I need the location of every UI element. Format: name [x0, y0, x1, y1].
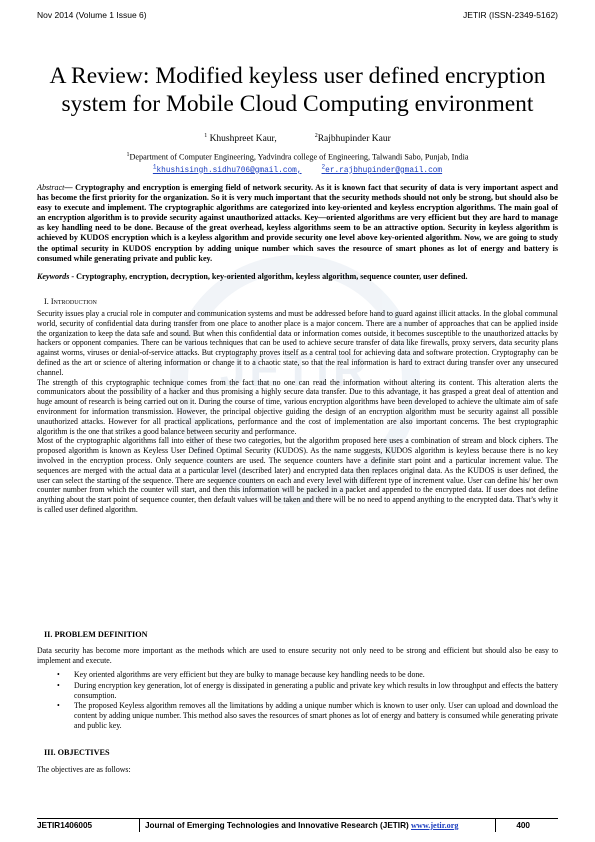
- paper-title: A Review: Modified keyless user defined encryption system for Mobile Cloud Computing environment: [49, 63, 546, 117]
- abstract: [37, 183, 558, 264]
- footer-paper-code: JETIR1406005: [37, 821, 93, 830]
- footer-divider: [495, 819, 496, 832]
- journal-website-link[interactable]: www.jetir.org: [411, 821, 459, 830]
- author-emails: [0, 163, 595, 175]
- abstract-text: — Cryptography and encryption is emerging field of network security. As it is known fact that security of data is very important aspect and has become the first priority for the organization. So it is very much important that the security methods should not only be strong, but should also be easy to execute and implement. The cryptographic algorithms are categorized into key-oriented and keyless encryption algorithms. The main goal of an encryption algorithm is to provide security against unauthorized attacks. Key—oriented algorithms are very efficient but they are hard to manage as key handling need to be done. Because of the great overhead, keyless algorithms seem to be an attractive option. Security in keyless algorithm is achieved by KUDOS encryption which is a keyless algorithm and provide security one level above key-oriented algorithm. Now, we are going to study the optimal security in KUDOS encryption by adding unique number which saves the resource of smart phones as lot of energy and battery is consumed while generating private and public key.: [37, 183, 558, 263]
- jetir-watermark-logo: JETIR: [170, 255, 420, 505]
- author-list: [0, 133, 595, 144]
- running-header: [37, 10, 558, 24]
- author-1: $^1$ Khushpreet Kaur,: [204, 133, 277, 145]
- section-heading-introduction: I. Introduction: [44, 297, 97, 306]
- email-link-2[interactable]: $^2$er.rajbhupinder@gmail.com: [321, 163, 443, 175]
- list-item: • The proposed Keyless algorithm removes all the limitations by adding a unique number which is known to user only. User can upload and download the content by adding unique number. This method also saves the resources of smart phones as lot of energy and battery is consumed while generating private and public key.: [37, 701, 558, 730]
- paragraph: Most of the cryptographic algorithms fall into either of these two categories, but the algorithm proposed here uses a combination of stream and block ciphers. The proposed algorithm is known as Keyless User Defined Optimal Security (KUDOS). As the name suggests, KUDOS algorithm is keyless because there is no key involved in the encryption process. Only sequence counters are used. The sequence counters have a definite start point and a particular increment value. The sequences are merged with the actual data at a particular level (described later) and encrypted data then replaces original data. As the KUDOS is user defined, the user can select the starting of the sequence. There are sequence counters on each and every level with different type of increment value. User can define his/ her own counter number from which the counter will start, and then this information will be packed in a packet and appended to the encrypted data. If user does not define anything about the start point of sequence counter, then default values will be taken and there will be no need to append anything to the encrypted data. That’s why it is called user defined algorithm.: [37, 436, 558, 514]
- objectives-body: The objectives are as follows:: [37, 765, 131, 774]
- problem-body: Data security has become more important as the methods which are used to ensure security not only need to be strong and efficient but should also be easy to implement and execute.: [37, 646, 558, 665]
- page-footer: [37, 818, 558, 832]
- section-heading-problem: II. PROBLEM DEFINITION: [44, 630, 148, 639]
- email-link-1[interactable]: $^1$khushisingh.sidhu706@gmail.com,: [152, 163, 302, 175]
- keywords-text: - Cryptography, encryption, decryption, key-oriented algorithm, keyless algorithm, sequence counter, user defined.: [69, 272, 468, 281]
- footer-divider: [139, 819, 140, 832]
- paragraph: Security issues play a crucial role in computer and communication systems and must be addressed before hand to guard against illicit attacks. In the global communal world, security of confidential data during transfer from one place to another place is a major concern. There are a number of approaches that can be applied inside the organization to keep the data safe and sound. But when this confidential data or information comes outside, it becomes susceptible to the unauthorized attacks by hackers or opponent companies. There can be various techniques that can be used to achieve secure transfer of data like firewalls, proxy servers, data security plans against worms, viruses or denial-of-service attacks. But cryptography proves itself as a central tool for achieving data and software protection. Cryptography can be defined as the art or science of altering information or change it to a chaotic state, so that the real information is hard to extract during transfer over any unsecured channel.: [37, 309, 558, 377]
- introduction-body: [37, 309, 558, 515]
- problem-bullet-list: [37, 670, 558, 732]
- affiliation: $^1$Department of Computer Engineering, Yadvindra college of Engineering, Talwandi Sabo, Punjab, India: [126, 152, 469, 162]
- header-issue: Nov 2014 (Volume 1 Issue 6): [37, 10, 147, 20]
- keywords: [37, 272, 558, 282]
- abstract-label: Abstract: [37, 183, 65, 192]
- header-issn: JETIR (ISSN-2349-5162): [463, 10, 558, 20]
- footer-journal: Journal of Emerging Technologies and Innovative Research (JETIR) www.jetir.org: [145, 821, 459, 830]
- list-item: • Key oriented algorithms are very efficient but they are bulky to manage because key handling needs to be done.: [37, 670, 558, 680]
- section-heading-objectives: III. OBJECTIVES: [44, 748, 110, 757]
- keywords-label: Keywords: [37, 272, 70, 281]
- page-number: 400: [516, 821, 530, 830]
- list-item: • During encryption key generation, lot of energy is dissipated in generating a public and private key which results in low throughput and effects the battery consumption.: [37, 681, 558, 701]
- paragraph: The strength of this cryptographic technique comes from the fact that no one can read the information without altering its content. This alteration alerts the communicators about the possibility of a hacker and thus promising a highly secure data transfer. Due to this advantage, it has grasped a great deal of attention and huge amount of research is being carried out on it. During the course of time, various encryption algorithms have been developed to achieve the ultimate aim of safe environment for information transmission. However, the principal objective guiding the design of an encryption algorithm must be security against all possible unauthorized attacks. However for all practical applications, performance and the cost of implementation are also important concerns. The best cryptographic algorithm is the one that strikes a good balance between security and performance.: [37, 377, 558, 436]
- author-2: $^2$Rajbhupinder Kaur: [314, 133, 391, 145]
